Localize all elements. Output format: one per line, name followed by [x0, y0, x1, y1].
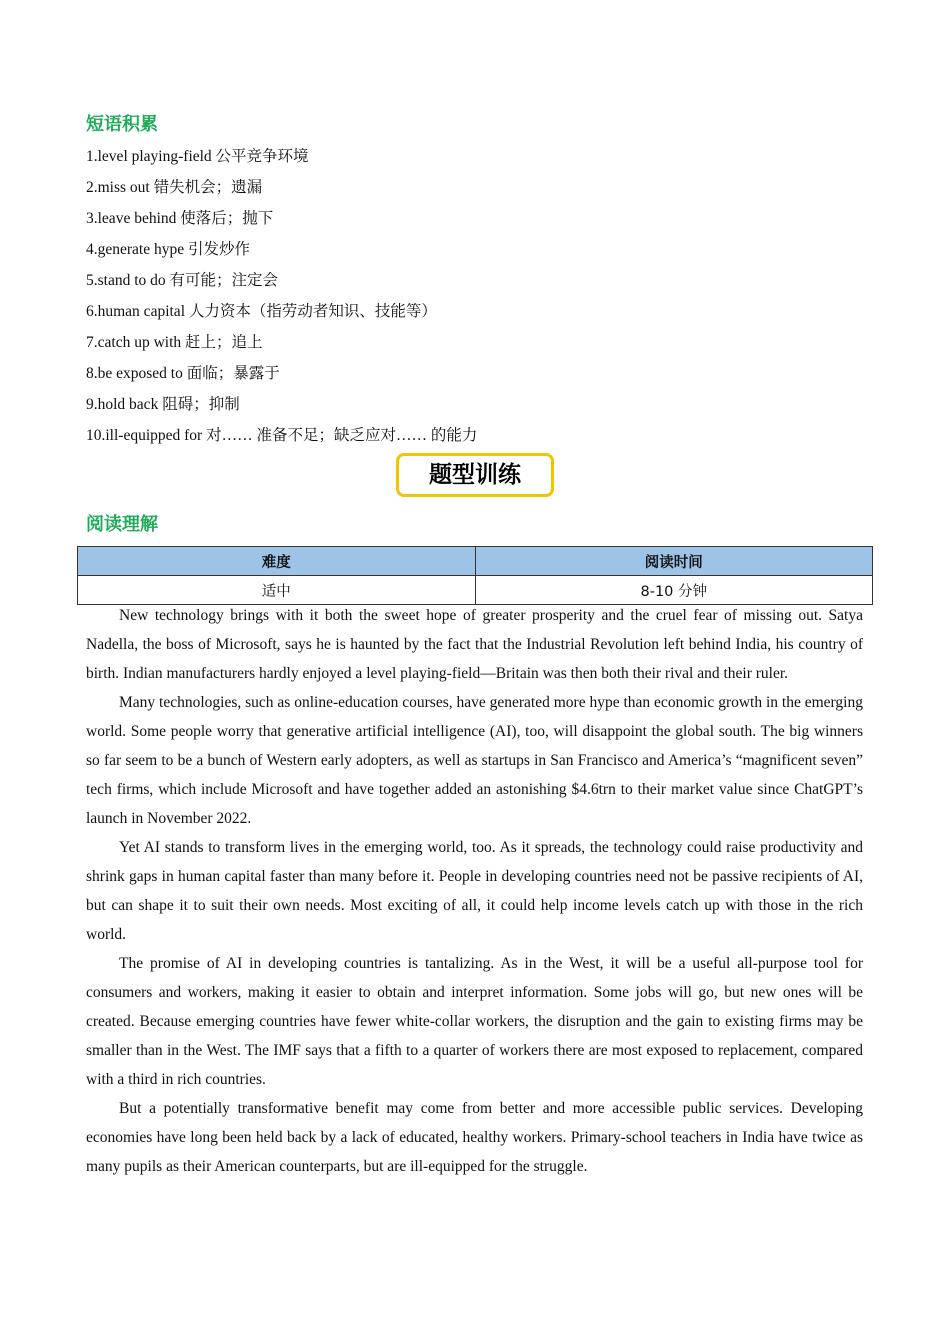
reading-section-heading: 阅读理解 — [86, 514, 158, 535]
phrase-item: 1.level playing-field 公平竞争环境 — [86, 148, 309, 165]
table-header-row — [78, 547, 873, 576]
reading-article — [86, 601, 863, 1181]
phrase-section-heading: 短语积累 — [86, 114, 158, 135]
phrase-item: 6.human capital 人力资本（指劳动者知识、技能等） — [86, 303, 437, 320]
phrase-item: 9.hold back 阻碍；抑制 — [86, 396, 240, 413]
reading-time-value: 8-10 分钟 — [475, 576, 873, 605]
phrase-list — [86, 143, 866, 453]
phrase-item: 2.miss out 错失机会；遗漏 — [86, 179, 263, 196]
article-paragraph: Yet AI stands to transform lives in the emerging world, too. As it spreads, the technology could raise productivity and shrink gaps in human capital faster than many before it. People in developing countries need not be passive recipients of AI, but can shape it to suit their own needs. Most exciting of all, it could help income levels catch up with those in the rich world. — [86, 839, 863, 943]
exercise-section-title: 题型训练 — [396, 453, 554, 497]
phrase-item: 4.generate hype 引发炒作 — [86, 241, 250, 258]
reading-info-table — [77, 546, 873, 605]
difficulty-value: 适中 — [78, 576, 476, 605]
article-paragraph: New technology brings with it both the sweet hope of greater prosperity and the cruel fear of missing out. Satya Nadella, the boss of Microsoft, says he is haunted by the fact that the Industrial Revolution left behind India, his country of birth. Indian manufacturers hardly enjoyed a level playing-field—Britain was then both their rival and their ruler. — [86, 607, 863, 682]
difficulty-header: 难度 — [78, 547, 476, 576]
phrase-item: 8.be exposed to 面临；暴露于 — [86, 365, 280, 382]
phrase-item: 7.catch up with 赶上；追上 — [86, 334, 263, 351]
reading-time-header: 阅读时间 — [475, 547, 873, 576]
article-paragraph: But a potentially transformative benefit may come from better and more accessible public services. Developing economies have long been held back by a lack of educated, healthy workers. Primary-school teachers in India have twice as many pupils as their American counterparts, but are ill-equipped for the struggle. — [86, 1100, 863, 1175]
phrase-item: 10.ill-equipped for 对…… 准备不足；缺乏应对…… 的能力 — [86, 427, 478, 444]
article-paragraph: The promise of AI in developing countries is tantalizing. As in the West, it will be a useful all-purpose tool for consumers and workers, making it easier to obtain and interpret information. Some jobs will go, but new ones will be created. Because emerging countries have fewer white-collar workers, the disruption and the gain to existing firms may be smaller than in the West. The IMF says that a fifth to a quarter of workers there are most exposed to replacement, compared with a third in rich countries. — [86, 955, 863, 1088]
phrase-item: 5.stand to do 有可能；注定会 — [86, 272, 279, 289]
article-paragraph: Many technologies, such as online-education courses, have generated more hype than economic growth in the emerging world. Some people worry that generative artificial intelligence (AI), too, will disappoint the global south. The big winners so far seem to be a bunch of Western early adopters, as well as startups in San Francisco and America’s “magnificent seven” tech firms, which include Microsoft and have together added an astonishing $4.6trn to their market value since ChatGPT’s launch in November 2022. — [86, 694, 863, 827]
phrase-item: 3.leave behind 使落后；抛下 — [86, 210, 274, 227]
